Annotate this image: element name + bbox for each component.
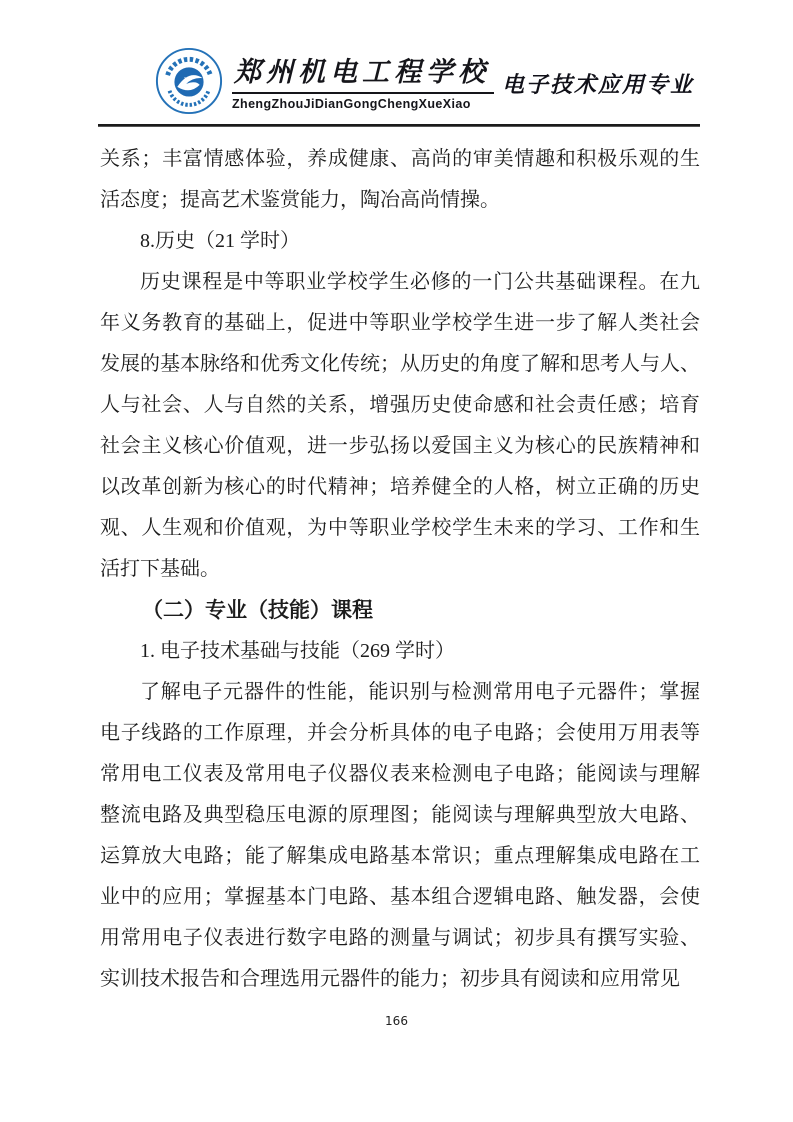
text-line: 活打下基础。 bbox=[100, 558, 220, 580]
text-line: 关系；丰富情感体验，养成健康、高尚的审美情趣和积极乐观的生 bbox=[100, 148, 700, 170]
text-line: 活态度；提高艺术鉴赏能力，陶冶高尚情操。 bbox=[100, 189, 500, 211]
text-line: 以改革创新为核心的时代精神；培养健全的人格，树立正确的历史 bbox=[100, 476, 700, 498]
school-name-pinyin: ZhengZhouJiDianGongChengXueXiao bbox=[232, 97, 471, 111]
page-header bbox=[98, 44, 700, 122]
section-heading: （二）专业（技能）课程 bbox=[142, 599, 373, 622]
text-line: 观、人生观和价值观，为中等职业学校学生未来的学习、工作和生 bbox=[100, 517, 700, 539]
text-line: 8.历史（21 学时） bbox=[140, 230, 300, 252]
text-line: 了解电子元器件的性能，能识别与检测常用电子元器件；掌握 bbox=[140, 681, 700, 703]
text-line: 社会主义核心价值观，进一步弘扬以爱国主义为核心的民族精神和 bbox=[100, 435, 700, 457]
text-line: 实训技术报告和合理选用元器件的能力；初步具有阅读和应用常见 bbox=[100, 968, 680, 990]
text-line: 用常用电子仪表进行数字电路的测量与调试；初步具有撰写实验、 bbox=[100, 927, 700, 949]
text-line: 年义务教育的基础上，促进中等职业学校学生进一步了解人类社会 bbox=[100, 312, 700, 334]
text-line: 1. 电子技术基础与技能（269 学时） bbox=[140, 640, 455, 662]
text-line: 整流电路及典型稳压电源的原理图；能阅读与理解典型放大电路、 bbox=[100, 804, 700, 826]
school-logo-icon bbox=[153, 46, 225, 116]
svg-text:L: L bbox=[182, 74, 192, 91]
text-line: 电子线路的工作原理，并会分析具体的电子电路；会使用万用表等 bbox=[100, 722, 700, 744]
school-name: 郑州机电工程学校 bbox=[232, 50, 494, 94]
text-line: 常用电工仪表及常用电子仪器仪表来检测电子电路；能阅读与理解 bbox=[100, 763, 700, 785]
text-line: 运算放大电路；能了解集成电路基本常识；重点理解集成电路在工 bbox=[100, 845, 700, 867]
text-line: 发展的基本脉络和优秀文化传统；从历史的角度了解和思考人与人、 bbox=[100, 353, 700, 375]
header-divider bbox=[98, 124, 700, 127]
doc-title: 电子技术应用专业 bbox=[501, 72, 694, 97]
text-line: 历史课程是中等职业学校学生必修的一门公共基础课程。在九 bbox=[140, 271, 700, 293]
page-number: 166 bbox=[385, 1014, 408, 1028]
document-body bbox=[100, 139, 700, 1000]
text-line: 人与社会、人与自然的关系，增强历史使命感和社会责任感；培育 bbox=[100, 394, 700, 416]
school-name-block bbox=[232, 50, 494, 111]
text-line: 业中的应用；掌握基本门电路、基本组合逻辑电路、触发器，会使 bbox=[100, 886, 700, 908]
